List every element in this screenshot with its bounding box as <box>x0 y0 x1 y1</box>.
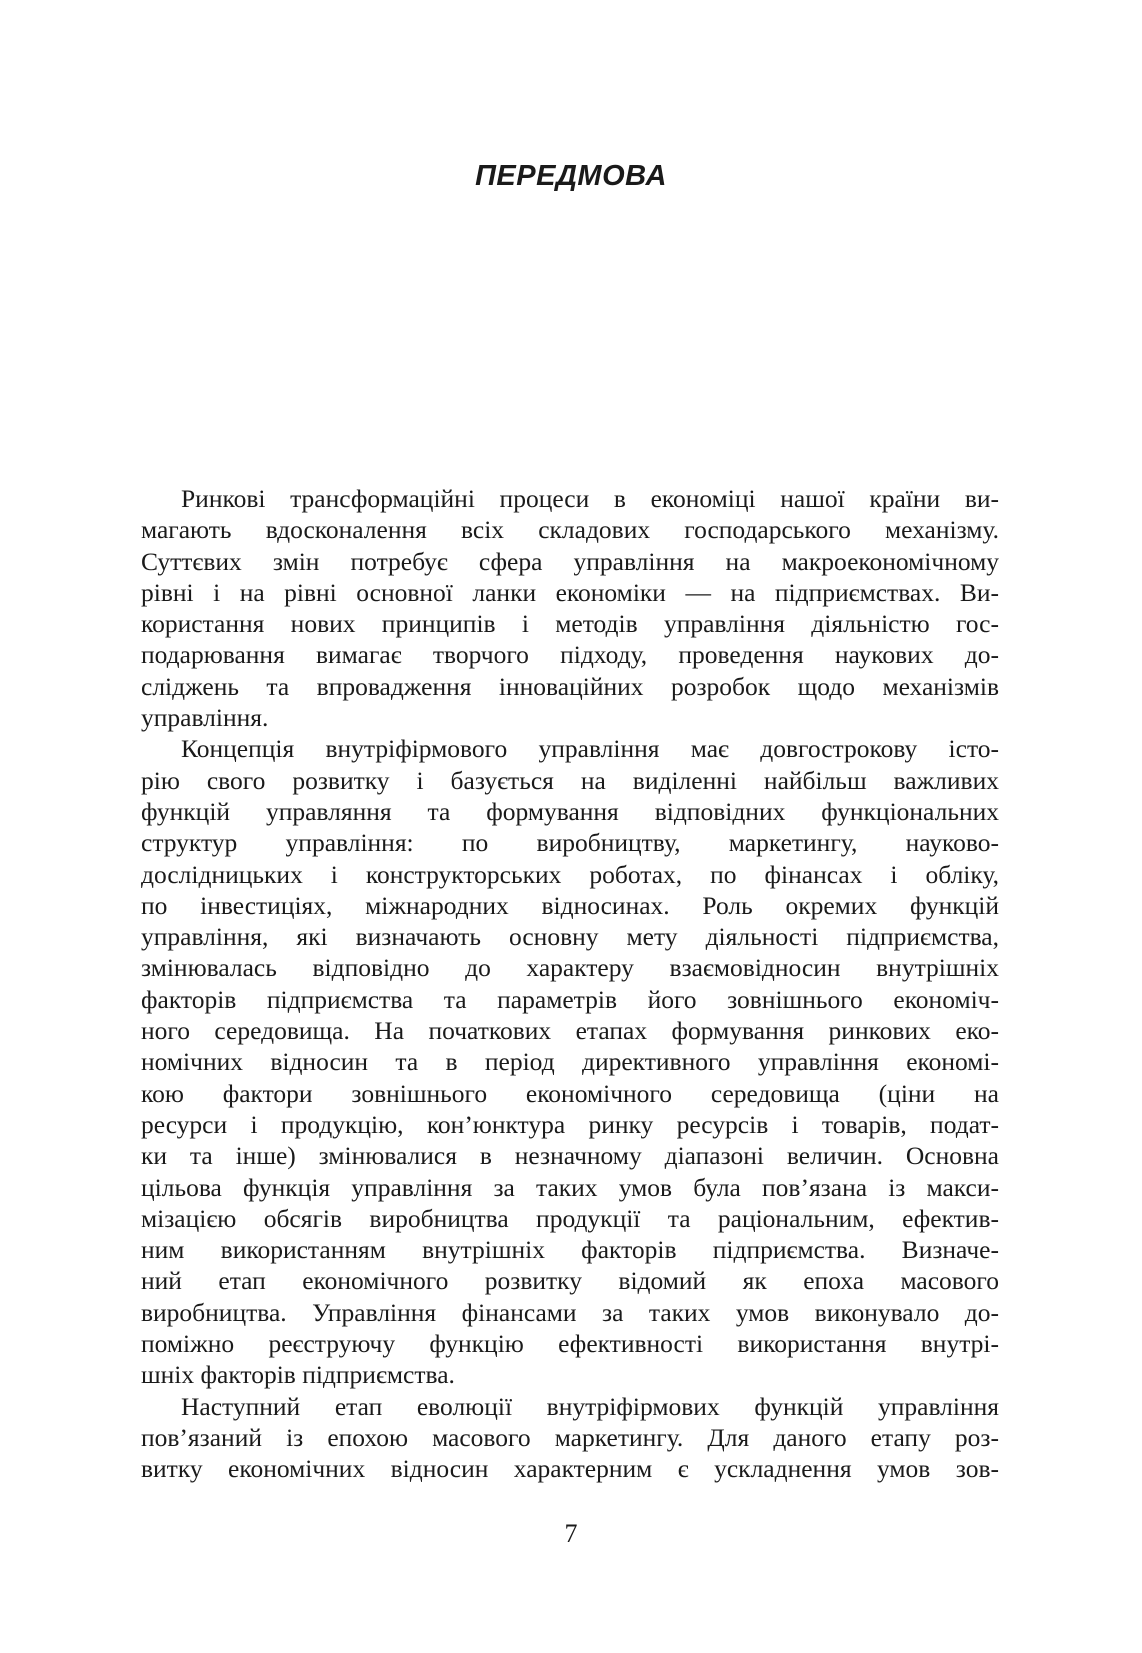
page-number: 7 <box>564 1519 578 1548</box>
text-line: Концепція внутріфірмового управління має довгострокову істо- <box>181 734 999 764</box>
paragraph <box>141 733 999 1390</box>
body-text <box>141 483 999 1485</box>
text-line: цільова функція управління за таких умов була пов’язана із макси- <box>141 1172 999 1202</box>
page-heading: ПЕРЕДМОВА <box>475 160 667 192</box>
text-line: ний етап економічного розвитку відомий як епоха масового <box>141 1266 999 1296</box>
text-line: Ринкові трансформаційні процеси в економіці нашої країни ви- <box>181 484 999 513</box>
text-line: управління. <box>141 703 269 733</box>
paragraph <box>141 483 999 733</box>
text-line: змінювалась відповідно до характеру взаємовідносин внутрішніх <box>141 953 999 983</box>
text-line: рівні і на рівні основної ланки економіки — на підприємствах. Ви- <box>141 577 999 607</box>
text-line: користання нових принципів і методів управління діяльністю гос- <box>141 609 999 639</box>
text-line: кою фактори зовнішнього економічного середовища (ціни на <box>141 1078 999 1108</box>
text-line: номічних відносин та в період директивного управління економі- <box>141 1047 999 1077</box>
text-line: Суттєвих змін потребує сфера управління на макроекономічному <box>141 546 999 576</box>
text-line: магають вдосконалення всіх складових господарського механізму. <box>141 515 999 545</box>
text-line: дослідницьких і конструкторських роботах, по фінансах і обліку, <box>141 859 999 889</box>
text-line: структур управління: по виробництву, маркетингу, науково- <box>141 828 999 858</box>
text-line: виробництва. Управління фінансами за таких умов виконувало до- <box>141 1297 999 1327</box>
text-line: шніх факторів підприємства. <box>141 1360 455 1390</box>
paragraph <box>141 1391 999 1485</box>
text-line: сліджень та впровадження інноваційних розробок щодо механізмів <box>141 671 999 701</box>
text-line: подарювання вимагає творчого підходу, проведення наукових до- <box>141 640 999 670</box>
text-line: по інвестиціях, міжнародних відносинах. Роль окремих функцій <box>141 890 999 920</box>
text-line: ним використанням внутрішніх факторів підприємства. Визначе- <box>141 1235 999 1265</box>
text-line: ного середовища. На початкових етапах формування ринкових еко- <box>141 1016 999 1046</box>
text-line: ки та інше) змінювалися в незначному діапазоні величин. Основна <box>141 1141 999 1171</box>
text-line: управління, які визначають основну мету діяльності підприємства, <box>141 922 999 952</box>
text-line: функцій управляння та формування відповідних функціональних <box>141 796 999 826</box>
text-line: мізацією обсягів виробництва продукції та раціональним, ефектив- <box>141 1203 999 1233</box>
text-line: поміжно реєструючу функцію ефективності використання внутрі- <box>141 1329 999 1359</box>
text-line: витку економічних відносин характерним є ускладнення умов зов- <box>141 1454 999 1484</box>
text-line: рію свого розвитку і базується на виділенні найбільш важливих <box>141 765 999 795</box>
text-line: факторів підприємства та параметрів його зовнішнього економіч- <box>141 984 999 1014</box>
text-line: Наступний етап еволюції внутріфірмових функцій управління <box>181 1391 999 1421</box>
text-line: ресурси і продукцію, кон’юнктура ринку ресурсів і товарів, подат- <box>141 1109 999 1139</box>
text-line: пов’язаний із епохою масового маркетингу. Для даного етапу роз- <box>141 1422 999 1452</box>
